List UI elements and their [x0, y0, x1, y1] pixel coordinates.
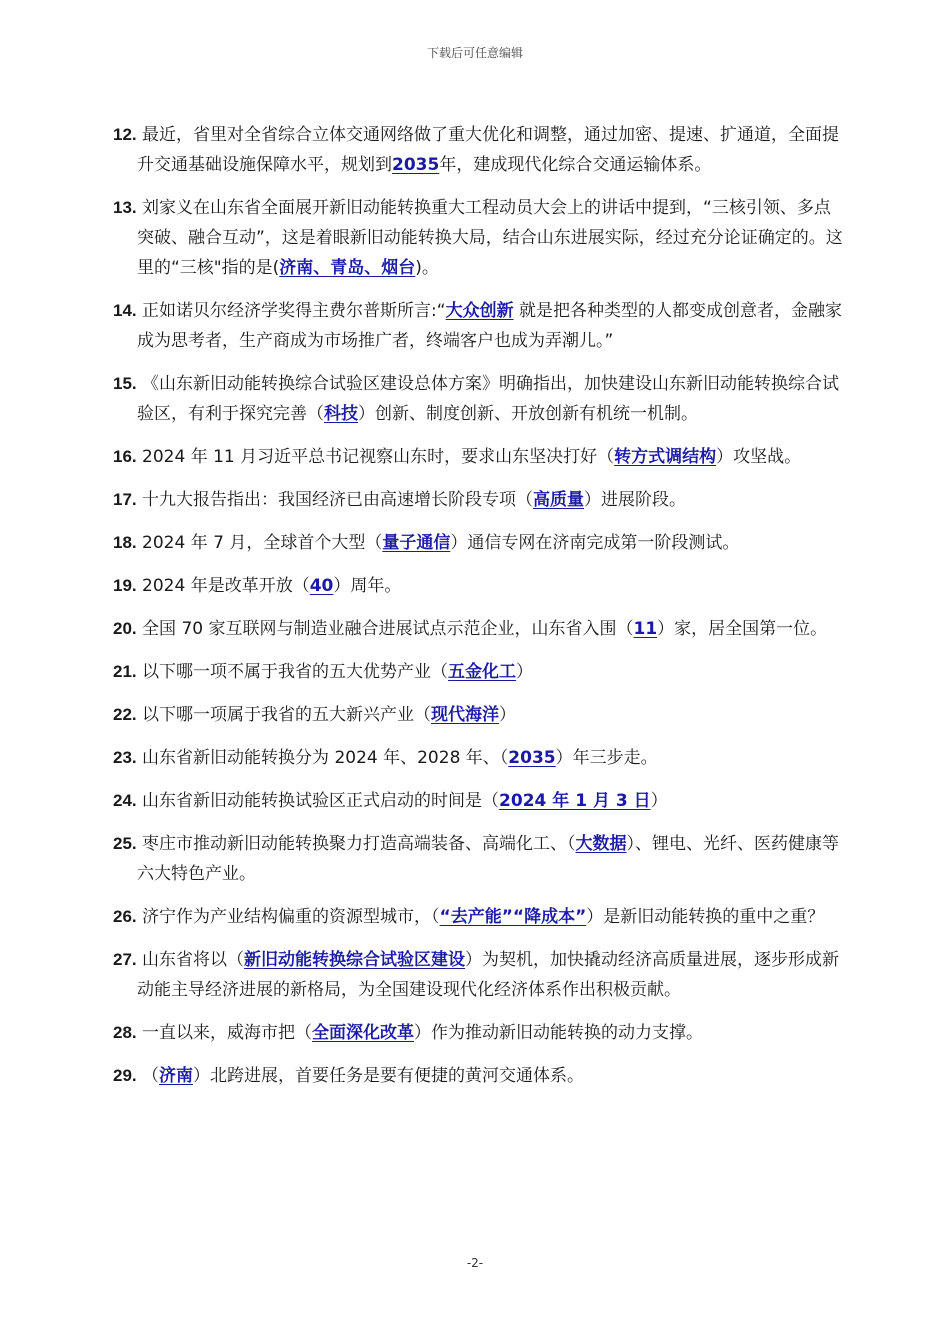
question-15 [113, 369, 843, 429]
question-text: 济宁作为产业结构偏重的资源型城市，（ [136, 907, 440, 927]
question-text-end: ）攻坚战。 [716, 447, 802, 467]
question-number: 29. [113, 1066, 137, 1085]
question-text: 2024 年 11 月习近平总书记视察山东时，要求山东坚决打好（ [136, 447, 615, 467]
question-16 [113, 442, 843, 472]
question-text: 最近，省里对全省综合立体交通网络做了重大优化和调整，通过加密、提速、扩通道，全面提升交通基础设施保障水平，规划到 [136, 125, 840, 175]
page-header: 下载后可任意编辑 [426, 46, 523, 60]
question-text-end: ）是新旧动能转换的重中之重？ [586, 907, 825, 927]
answer: 量子通信 [382, 533, 451, 553]
question-18 [113, 528, 843, 558]
question-text-end: ）进展阶段。 [584, 490, 687, 510]
answer: 新旧动能转换综合试验区建设 [244, 950, 466, 970]
question-number: 21. [113, 662, 137, 681]
answer: 全面深化改革 [312, 1023, 415, 1043]
question-text: 十九大报告指出：我国经济已由高速增长阶段专项（ [136, 490, 534, 510]
question-text-end: ）作为推动新旧动能转换的动力支撑。 [414, 1023, 704, 1043]
question-text-end: )。 [415, 258, 439, 278]
question-text-end: ）北跨进展，首要任务是要有便捷的黄河交通体系。 [193, 1066, 585, 1086]
question-text-end: ）创新、制度创新、开放创新有机统一机制。 [358, 404, 698, 424]
question-number: 13. [113, 198, 137, 217]
question-12 [113, 120, 843, 180]
question-text-end: 年，建成现代化综合交通运输体系。 [439, 155, 712, 175]
question-text: （ [136, 1066, 160, 1086]
question-25 [113, 829, 843, 889]
question-text-end: ）、锂电、光纤、医药健康等六大特色产业。 [137, 834, 840, 884]
answer: 转方式调结构 [614, 447, 717, 467]
question-27 [113, 945, 843, 1005]
question-23 [113, 743, 843, 773]
question-17 [113, 485, 843, 515]
answer: 40 [309, 576, 334, 596]
question-number: 18. [113, 533, 137, 552]
question-text-end: ）年三步走。 [555, 748, 658, 768]
question-text: 正如诺贝尔经济学奖得主费尔普斯所言:“ [136, 301, 446, 321]
question-number: 16. [113, 447, 137, 466]
question-text-end: ） [499, 705, 517, 725]
question-number: 15. [113, 374, 137, 393]
question-number: 24. [113, 791, 137, 810]
question-number: 17. [113, 490, 137, 509]
question-number: 25. [113, 834, 137, 853]
question-text: 山东省新旧动能转换分为 2024 年、2028 年、（ [136, 748, 509, 768]
answer: 现代海洋 [431, 705, 500, 725]
question-text-end: ） [650, 791, 668, 811]
page-number: -2- [466, 1256, 484, 1270]
question-number: 26. [113, 907, 137, 926]
question-29 [113, 1061, 843, 1091]
question-number: 27. [113, 950, 137, 969]
question-list [113, 120, 843, 1104]
answer: 2035 [392, 155, 440, 175]
answer: 11 [633, 619, 658, 639]
question-number: 20. [113, 619, 137, 638]
question-text: 以下哪一项属于我省的五大新兴产业（ [136, 705, 432, 725]
question-19 [113, 571, 843, 601]
question-14 [113, 296, 843, 356]
question-number: 12. [113, 125, 137, 144]
question-number: 14. [113, 301, 137, 320]
answer: 济南 [159, 1066, 194, 1086]
answer: 2035 [508, 748, 556, 768]
question-28 [113, 1018, 843, 1048]
question-24 [113, 786, 843, 816]
question-number: 23. [113, 748, 137, 767]
question-text: 山东省新旧动能转换试验区正式启动的时间是（ [136, 791, 500, 811]
question-13 [113, 193, 843, 283]
question-number: 19. [113, 576, 137, 595]
question-number: 28. [113, 1023, 137, 1042]
question-21 [113, 657, 843, 687]
question-number: 22. [113, 705, 137, 724]
question-text: 刘家义在山东省全面展开新旧动能转换重大工程动员大会上的讲话中提到，“三核引领、多点突破、融合互动”，这是着眼新旧动能转换大局，结合山东进展实际，经过充分论证确定的。这里的“三核"指的是( [136, 198, 843, 278]
question-text: 以下哪一项不属于我省的五大优势产业（ [136, 662, 449, 682]
question-text: 2024 年是改革开放（ [136, 576, 310, 596]
question-text: 《山东新旧动能转换综合试验区建设总体方案》明确指出，加快建设山东新旧动能转换综合试验区，有利于探究完善（ [136, 374, 840, 424]
answer: 五金化工 [448, 662, 517, 682]
question-text-end: ）周年。 [333, 576, 402, 596]
question-text-end: ）为契机，加快撬动经济高质量进展，逐步形成新动能主导经济进展的新格局，为全国建设现代化经济体系作出积极贡献。 [137, 950, 840, 1000]
answer: 大众创新 [445, 301, 514, 321]
answer: 大数据 [575, 834, 627, 854]
answer: 济南、青岛、烟台 [279, 258, 416, 278]
question-22 [113, 700, 843, 730]
question-20 [113, 614, 843, 644]
question-text: 一直以来，威海市把（ [136, 1023, 313, 1043]
answer: “去产能”“降成本” [439, 907, 587, 927]
question-text: 全国 70 家互联网与制造业融合进展试点示范企业，山东省入围（ [136, 619, 634, 639]
question-text-end: ）家，居全国第一位。 [657, 619, 828, 639]
question-text-end: ） [516, 662, 534, 682]
question-text: 2024 年 7 月，全球首个大型（ [136, 533, 383, 553]
answer: 科技 [324, 404, 358, 424]
answer: 2024 年 1 月 3 日 [499, 791, 651, 811]
question-text-end: ）通信专网在济南完成第一阶段测试。 [450, 533, 740, 553]
question-26 [113, 902, 843, 932]
question-text: 山东省将以（ [136, 950, 245, 970]
question-text-end: 就是把各种类型的人都变成创意者，金融家成为思考者，生产商成为市场推广者，终端客户也成为弄潮儿。” [137, 301, 842, 351]
question-text: 枣庄市推动新旧动能转换聚力打造高端装备、高端化工、（ [136, 834, 576, 854]
answer: 高质量 [533, 490, 585, 510]
